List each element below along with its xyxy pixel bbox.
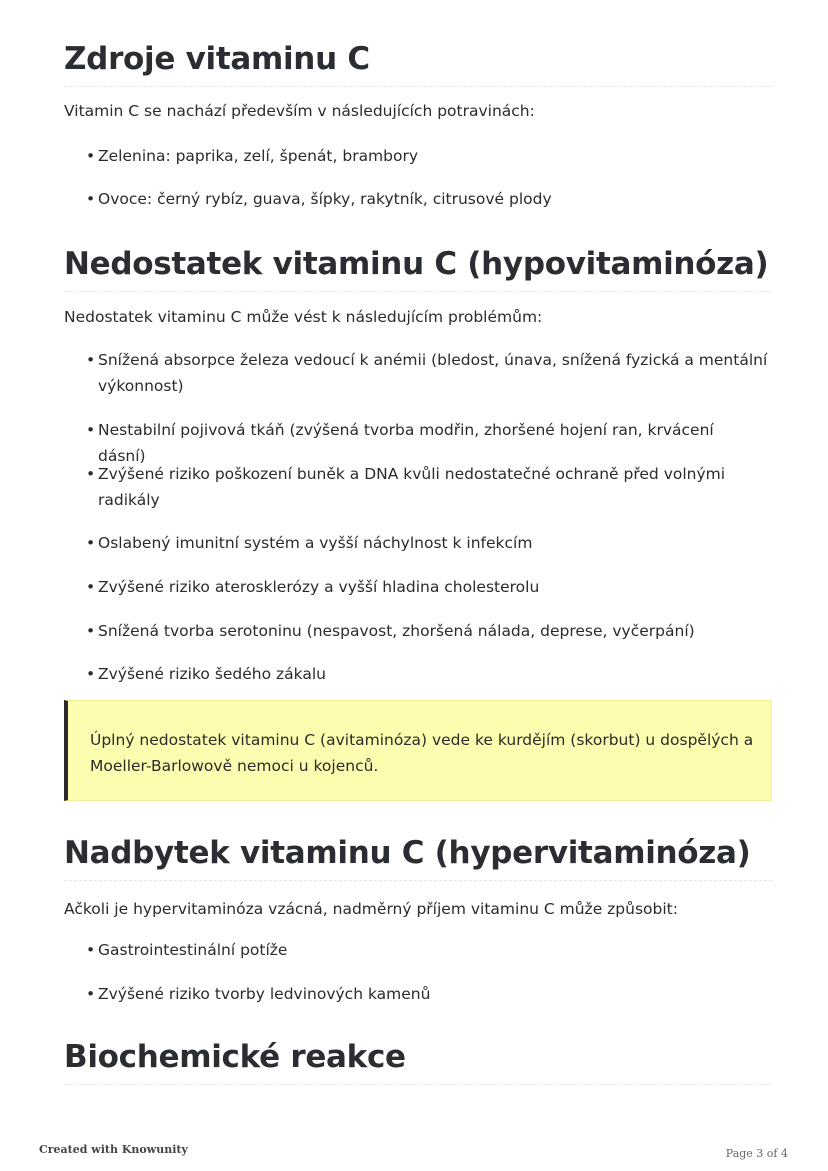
list-item: • Snížená absorpce železa vedoucí k anémii (bledost, únava, snížená fyzická a mentální výkonnost) (86, 347, 778, 399)
section-heading-biochem: Biochemické reakce (64, 1036, 772, 1085)
list-item: • Zelenina: paprika, zelí, špenát, brambory (86, 143, 418, 169)
list-item: • Zvýšené riziko aterosklerózy a vyšší hladina cholesterolu (86, 574, 539, 600)
callout-text: Úplný nedostatek vitaminu C (avitaminóza) vede ke kurdějím (skorbut) u dospělých a Moeller-Barlowově nemoci u kojenců. (90, 731, 754, 775)
deficit-intro: Nedostatek vitaminu C může vést k následujícím problémům: (64, 308, 543, 326)
section-heading-sources: Zdroje vitaminu C (64, 38, 772, 87)
list-item: • Oslabený imunitní systém a vyšší náchylnost k infekcím (86, 530, 532, 556)
list-item: • Gastrointestinální potíže (86, 937, 287, 963)
sources-intro: Vitamin C se nachází především v následujících potravinách: (64, 102, 535, 120)
list-item: • Nestabilní pojivová tkáň (zvýšená tvorba modřin, zhoršené hojení ran, krvácení dásní) (86, 417, 766, 469)
list-item: • Zvýšené riziko šedého zákalu (86, 661, 326, 687)
footer-created-with: Created with Knowunity (39, 1143, 188, 1156)
highlight-callout (64, 700, 772, 801)
section-heading-deficit: Nedostatek vitaminu C (hypovitaminóza) (64, 243, 772, 292)
list-item: • Zvýšené riziko tvorby ledvinových kamenů (86, 981, 430, 1007)
footer-page-number: Page 3 of 4 (725, 1147, 788, 1160)
list-item: • Zvýšené riziko poškození buněk a DNA kvůli nedostatečné ochraně před volnými radikály (86, 461, 748, 513)
excess-intro: Ačkoli je hypervitaminóza vzácná, nadměrný příjem vitaminu C může způsobit: (64, 900, 678, 918)
list-item: • Ovoce: černý rybíz, guava, šípky, rakytník, citrusové plody (86, 186, 552, 212)
list-item: • Snížená tvorba serotoninu (nespavost, zhoršená nálada, deprese, vyčerpání) (86, 618, 695, 644)
section-heading-excess: Nadbytek vitaminu C (hypervitaminóza) (64, 832, 772, 881)
